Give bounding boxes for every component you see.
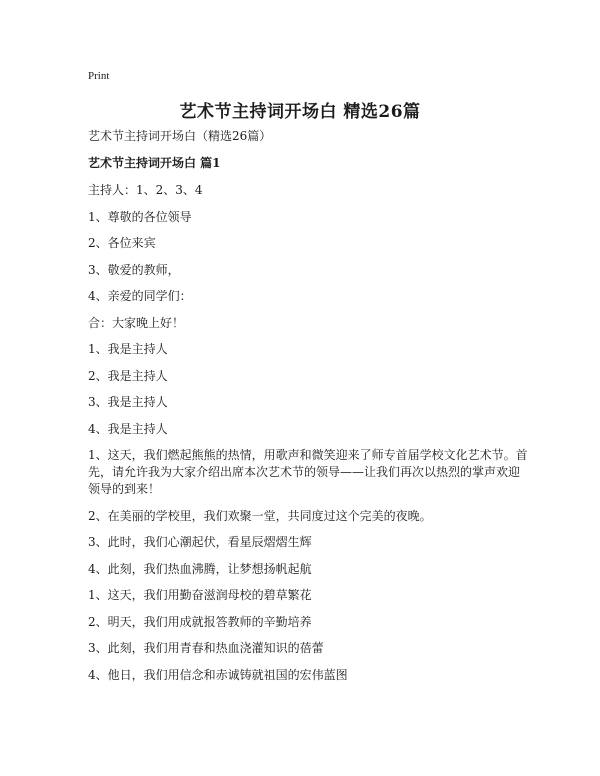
paragraph: 3、此刻，我们用青春和热血浇灌知识的蓓蕾 [88,641,324,655]
paragraph: 2、在美丽的学校里，我们欢聚一堂，共同度过这个完美的夜晚。 [88,508,432,523]
paragraph: 4、亲爱的同学们： [88,289,192,303]
paragraph: 4、我是主持人 [88,421,168,436]
document-body [88,128,528,693]
paragraph: 2、各位来宾 [88,236,156,250]
paragraph: 1、这天，我们用勤奋滋润母校的碧草繁花 [88,588,312,602]
document-subtitle: 艺术节主持词开场白（精选26篇） [88,129,272,143]
document-title: 艺术节主持词开场白 精选26篇 [179,102,421,122]
paragraph: 3、此时，我们心潮起伏，看星辰熠熠生辉 [88,535,312,549]
print-label: Print [88,70,110,82]
section-heading: 艺术节主持词开场白 篇1 [88,156,221,170]
paragraph: 3、我是主持人 [88,395,168,409]
paragraph: 合：大家晚上好！ [88,315,185,330]
paragraph: 1、尊敬的各位领导 [88,209,192,224]
paragraph: 3、敬爱的教师， [88,262,180,277]
paragraph: 2、明天，我们用成就报答教师的辛勤培养 [88,614,312,629]
paragraph: 主持人：1、2、3、4 [88,183,203,197]
paragraph: 1、这天，我们燃起熊熊的热情，用歌声和微笑迎来了师专首届学校文化艺术节。首先，请允许我为大家介绍出席本次艺术节的领导——让我们再次以热烈的掌声欢迎领导的到来！ [88,448,528,496]
paragraph: 2、我是主持人 [88,368,168,383]
paragraph: 4、他日，我们用信念和赤诚铸就祖国的宏伟蓝图 [88,667,348,682]
paragraph: 1、我是主持人 [88,342,168,356]
paragraph: 4、此刻，我们热血沸腾，让梦想扬帆起航 [88,561,312,576]
